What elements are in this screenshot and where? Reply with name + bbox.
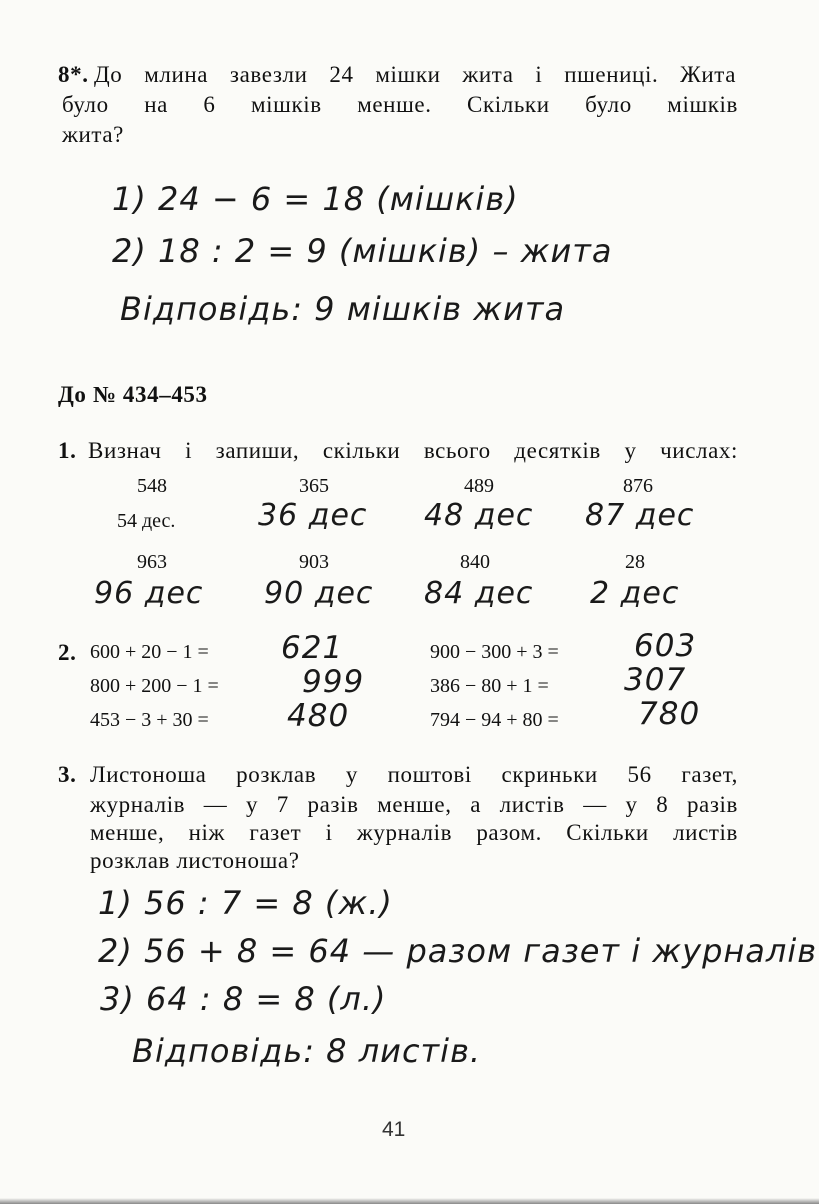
problem-8-line-2: було на 6 мішків менше. Скільки було мішків: [62, 92, 738, 117]
task-3-line-2: журналів — у 7 разів менше, а листів — у 8 разів: [90, 792, 738, 817]
page-number: 41: [382, 1118, 406, 1141]
task-3-solution-1: 1) 56 : 7 = 8 (ж.): [98, 884, 393, 922]
task-2-left-expr-3: 453 − 3 + 30 =: [90, 709, 209, 731]
task-2-left-expr-2: 800 + 200 − 1 =: [90, 675, 219, 697]
task-2-right-expr-1: 900 − 300 + 3 =: [430, 641, 559, 663]
task-1-text: Визнач і запиши, скільки всього десятків у числах:: [88, 438, 738, 463]
task-2-left-answer-3: 480: [287, 698, 350, 734]
task-1-answer-963: 96 дес: [94, 576, 204, 611]
task-3-line-3: менше, ніж газет і журналів разом. Скільки листів: [90, 820, 738, 845]
task-1-answer-840: 84 дес: [424, 576, 534, 611]
task-1-number-876: 876: [623, 475, 653, 497]
task-1-number-963: 963: [137, 551, 167, 573]
task-3-line-4: розклав листоноша?: [90, 848, 300, 873]
problem-8-answer: Відповідь: 9 мішків жита: [120, 290, 566, 328]
problem-8-line-1: До млина завезли 24 мішки жита і пшениці. Жита: [94, 62, 736, 87]
task-2-right-expr-3: 794 − 94 + 80 =: [430, 709, 559, 731]
task-1-answer-28: 2 дес: [590, 576, 680, 611]
section-heading: До № 434–453: [58, 382, 208, 407]
task-1-number-840: 840: [460, 551, 490, 573]
task-3-solution-3: 3) 64 : 8 = 8 (л.): [100, 980, 387, 1018]
task-1-number-548: 548: [137, 475, 167, 497]
task-2-right-expr-2: 386 − 80 + 1 =: [430, 675, 549, 697]
task-2-right-answer-1: 603: [634, 628, 697, 664]
task-1-answer-365: 36 дес: [258, 498, 368, 533]
problem-8-number: 8*.: [58, 62, 89, 87]
task-1-number-489: 489: [464, 475, 494, 497]
task-2-number: 2.: [58, 640, 77, 665]
page-bottom-edge: [0, 1198, 819, 1204]
task-1-number-28: 28: [625, 551, 645, 573]
task-3-solution-2: 2) 56 + 8 = 64 — разом газет і журналів: [98, 932, 818, 970]
task-2-left-expr-1: 600 + 20 − 1 =: [90, 641, 209, 663]
problem-8-solution-2: 2) 18 : 2 = 9 (мішків) – жита: [112, 232, 613, 270]
problem-8-line-3: жита?: [62, 122, 124, 147]
task-3-line-1: Листоноша розклав у поштові скриньки 56 газет,: [90, 762, 738, 787]
task-1-answer-903: 90 дес: [264, 576, 374, 611]
task-1-number-903: 903: [299, 551, 329, 573]
task-1-answer-876: 87 дес: [585, 498, 695, 533]
task-1-number: 1.: [58, 438, 77, 463]
task-2-right-answer-3: 780: [638, 696, 701, 732]
task-2-right-answer-2: 307: [624, 662, 687, 698]
task-2-left-answer-2: 999: [302, 664, 365, 700]
problem-8-solution-1: 1) 24 − 6 = 18 (мішків): [112, 180, 519, 218]
task-1-number-365: 365: [299, 475, 329, 497]
task-3-answer: Відповідь: 8 листів.: [132, 1032, 482, 1070]
task-1-answer-489: 48 дес: [424, 498, 534, 533]
task-1-answer-548: 54 дес.: [117, 510, 176, 532]
task-2-left-answer-1: 621: [281, 630, 344, 666]
task-3-number: 3.: [58, 762, 77, 787]
